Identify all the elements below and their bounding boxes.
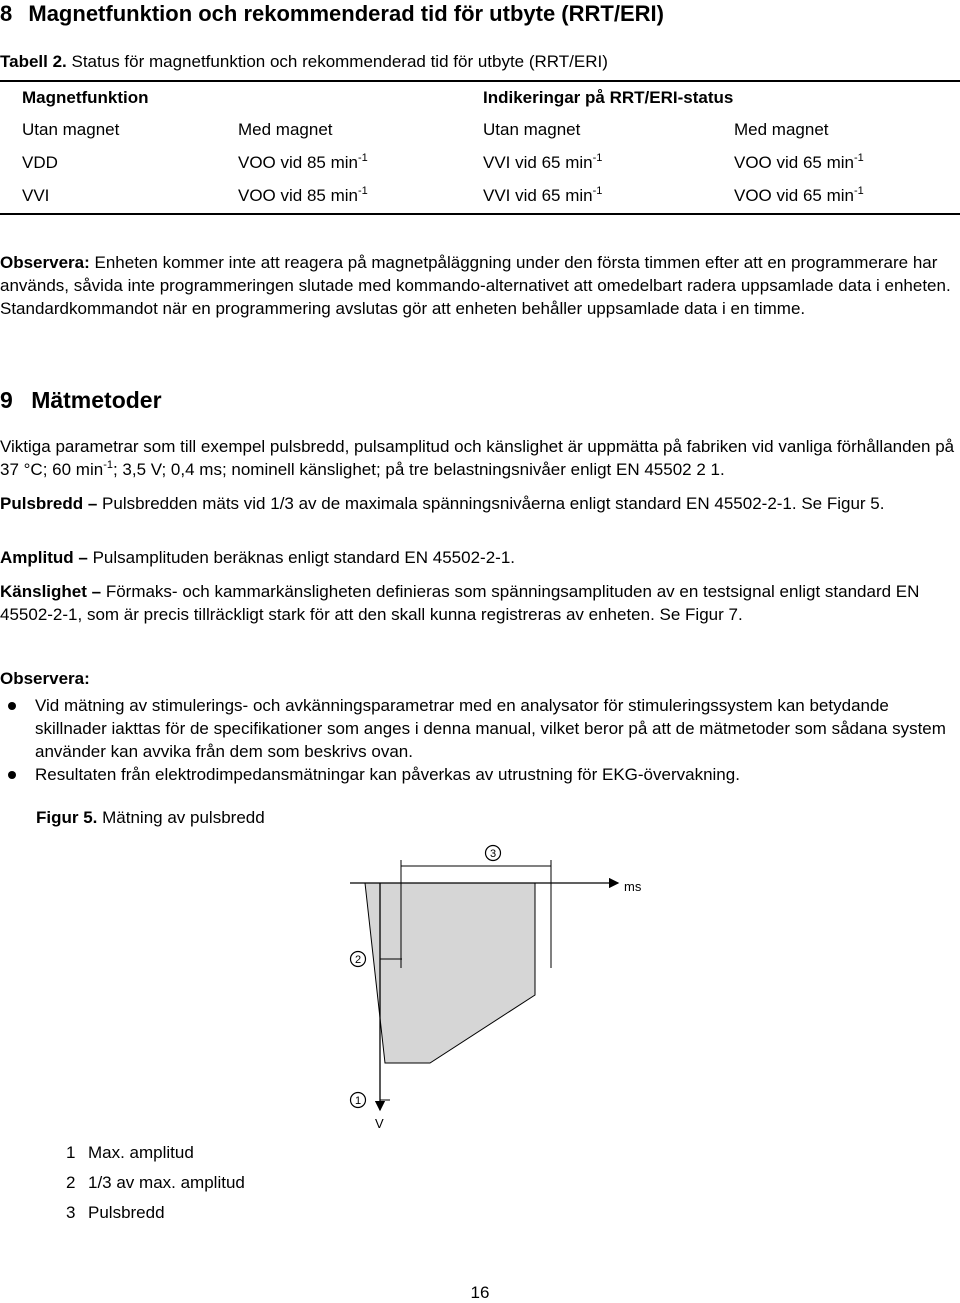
table-top-rule [0,80,960,82]
amplitud-paragraph: Amplitud – Pulsamplituden beräknas enligt standard EN 45502-2-1. [0,548,515,567]
list-item: Resultaten från elektrodimpedansmätningar kan påverkas av utrustning för EKG-övervakning. [0,763,960,786]
table-cell: VVI vid 65 $\min^{-1}$ [483,152,603,172]
pulsbredd-paragraph: Pulsbredd – Pulsbredden mäts vid 1/3 av de maximala spänningsnivåerna enligt standard EN 45502-2-1. Se Figur 5. [0,494,885,513]
pulse-width-diagram [300,838,660,1138]
note-bullet-list [0,694,960,786]
note-observera [0,251,960,320]
table-caption [0,52,608,72]
svg-text:3: 3 [489,848,497,860]
y-axis-unit: V [375,1116,384,1131]
figure-title: Mätning av pulsbredd [102,808,265,827]
page-number: 16 [470,1283,490,1302]
table-caption-label: Tabell 2. [0,52,67,71]
amplitud-label: Amplitud – [0,548,88,567]
column-header: Utan magnet [483,120,581,139]
note-label: Observera: [0,253,90,272]
section-9-heading [0,387,162,414]
note2-label-line [0,667,960,690]
kanslighet-label: Känslighet – [0,582,102,601]
table-cell: VOO vid 65 $\min^{-1}$ [734,152,864,172]
column-header: Utan magnet [22,120,120,139]
svg-text:2: 2 [354,954,362,966]
section-number: 9 [0,387,13,413]
legend-item: 2 1/3 av max. amplitud [66,1173,245,1192]
pulse-shape [365,883,535,1063]
list-item: Vid mätning av stimulerings- och avkänningsparametrar med en analysator för stimuleringssystem kan betydande skillnader iakttas för de specifikationer som anges i denna manual, vilket beror på att de mätmetoder som sådana system använder kan avvika från dem som beskrivs ovan. [0,694,960,763]
table-cell: VOO vid 85 $\min^{-1}$ [238,152,368,172]
section-title: Mätmetoder [31,387,162,413]
bullet-icon [8,771,16,779]
pulsbredd-label: Pulsbredd – [0,494,98,513]
table-cell: VOO vid 85 $\min^{-1}$ [238,185,368,205]
svg-text:1: 1 [354,1095,362,1107]
column-header: Med magnet [734,120,829,139]
note-text: Enheten kommer inte att reagera på magnetpåläggning under den första timmen efter att en programmerare har används, såvida inte programmeringen slutade med kommando-alternativet att omedelbart radera uppsamlade data i enheten. Standardkommandot när en programmering avslutas gör att enheten behåller uppsamlade data i en timme. [0,253,951,318]
legend-item: 1 Max. amplitud [66,1143,194,1162]
legend-item: 3 Pulsbredd [66,1203,165,1222]
section-title: Magnetfunktion och rekommenderad tid för utbyte (RRT/ERI) [28,1,664,26]
callout-1 [351,1093,366,1108]
table-bottom-rule [0,213,960,215]
figure-caption [36,808,265,828]
table-cell: VOO vid 65 $\min^{-1}$ [734,185,864,205]
x-axis-unit: ms [624,879,642,894]
section-8-heading [0,1,664,27]
note-label: Observera: [0,669,90,688]
group-header-indikeringar: Indikeringar på RRT/ERI-status [483,88,734,107]
table-cell: VVI vid 65 $\min^{-1}$ [483,185,603,205]
table-cell: VDD [22,153,58,172]
bullet-icon [8,702,16,710]
table-caption-text: Status för magnetfunktion och rekommenderad tid för utbyte (RRT/ERI) [71,52,608,71]
section-number: 8 [0,1,13,26]
table-cell: VVI [22,186,50,205]
callout-3 [486,846,501,861]
group-header-magnetfunktion: Magnetfunktion [22,88,149,107]
intro-paragraph: Viktiga parametrar som till exempel pulsbredd, pulsamplitud och känslighet är uppmätta på fabriken vid vanliga förhållanden på 37 °C; 60 $\min^{-1}$; 3,5 V; 0,4 ms; nominell känslighet; på tre belastningsnivåer enligt EN 45502 2 1. [0,437,955,479]
callout-2 [351,952,366,967]
figure-label: Figur 5. [36,808,98,827]
kanslighet-paragraph: Känslighet – Förmaks- och kammarkänsligheten definieras som spänningsamplituden av en testsignal enligt standard EN 45502-2-1, som är precis tillräckligt stark för att den skall kunna registreras av enheten. Se Figur 7. [0,582,920,624]
column-header: Med magnet [238,120,333,139]
